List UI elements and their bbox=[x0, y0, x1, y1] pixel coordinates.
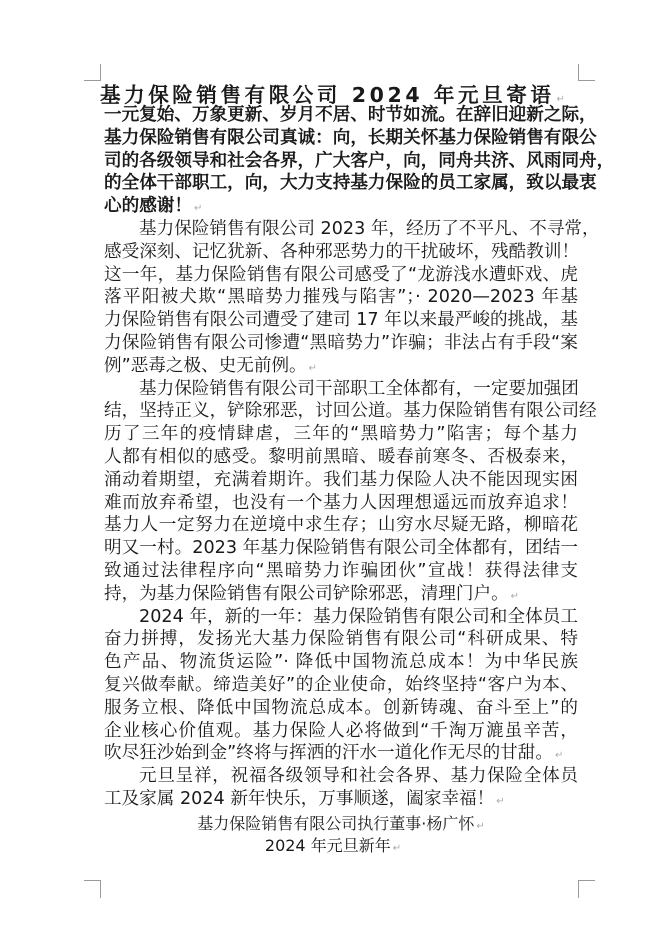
paragraph-blessing bbox=[104, 765, 578, 811]
text-line: 的全体干部职工，向，大力支持基力保险的员工家属，致以最衷 bbox=[104, 173, 597, 194]
text-line: 复兴做奉献。缔造美好”的企业使命，始终坚持“客户为本、 bbox=[104, 674, 578, 695]
crop-mark-top-right bbox=[578, 80, 595, 81]
text-line-content: 心的感谢！ bbox=[104, 196, 192, 217]
text-line: 2024 年，新的一年：基力保险销售有限公司和全体员工 bbox=[139, 606, 578, 627]
crop-mark-top-right bbox=[578, 64, 579, 81]
text-line bbox=[104, 355, 578, 378]
text-line: 致通过法律程序向“黑暗势力诈骗团伙”宣战！获得法律支 bbox=[104, 560, 578, 581]
text-line: 企业核心价值观。基力保险人必将做到“千淘万漉虽辛苦， bbox=[104, 720, 578, 741]
text-line: 力保险销售有限公司惨遭“黑暗势力”诈骗；非法占有手段“案 bbox=[104, 332, 578, 353]
crop-mark-top-left bbox=[100, 64, 101, 81]
text-line: 落平阳被犬欺“黑暗势力摧残与陷害”；· 2020—2023 年基 bbox=[104, 287, 578, 308]
text-line: 结，坚持正义，铲除邪恶，讨回公道。基力保险销售有限公司经 bbox=[104, 401, 597, 422]
text-line-content: 吹尽狂沙始到金”终将与挥洒的汗水一道化作无尽的甘甜。 bbox=[104, 743, 553, 764]
text-line: 基力人一定努力在逆境中求生存；山穷水尽疑无路，柳暗花 bbox=[104, 515, 578, 536]
text-line: 这一年，基力保险销售有限公司感受了“龙游浅水遭虾戏、虎 bbox=[104, 264, 578, 285]
paragraph-greeting bbox=[104, 104, 615, 218]
paragraph-2024 bbox=[104, 606, 578, 766]
text-line bbox=[104, 788, 578, 811]
text-line: 历了三年的疫情肆虐，三年的“黑暗势力”陷害；每个基力 bbox=[104, 424, 578, 445]
paragraph-staff bbox=[104, 378, 597, 606]
text-line: 一元复始、万象更新、岁月不居、时节如流。在辞旧迎新之际， bbox=[104, 105, 597, 125]
crop-mark-bottom-right bbox=[578, 880, 595, 881]
text-line: 色产品、物流货运险”· 降低中国物流总成本！为中华民族 bbox=[104, 652, 578, 673]
text-line: 服务立根、降低中国物流总成本。创新铸魂、奋斗至上”的 bbox=[104, 697, 578, 718]
text-line bbox=[104, 195, 578, 218]
text-line: 基力保险销售有限公司干部职工全体都有，一定要加强团 bbox=[139, 378, 579, 399]
text-line: 基力保险销售有限公司 2023 年，经历了不平凡、不寻常， bbox=[139, 218, 600, 239]
date-line bbox=[96, 835, 570, 860]
paragraph-2023 bbox=[104, 218, 600, 378]
text-line: 明又一村。2023 年基力保险销售有限公司全体都有，团结一 bbox=[104, 538, 578, 559]
text-line: 力保险销售有限公司遭受了建司 17 年以来最严峻的挑战，基 bbox=[104, 310, 578, 331]
date-text: 2024 年元旦新年 bbox=[264, 836, 391, 855]
text-line: 司的各级领导和社会各界，广大客户，向，同舟共济、风雨同舟， bbox=[104, 150, 615, 171]
text-line: 感受深刻、记忆犹新、各种邪恶势力的干扰破坏，残酷教训！ bbox=[104, 241, 580, 262]
text-line-content: 例”恶毒之极、史无前例。 bbox=[104, 355, 307, 376]
text-line bbox=[104, 742, 578, 765]
crop-mark-bottom-left bbox=[100, 880, 101, 898]
crop-mark-top-left bbox=[84, 80, 101, 81]
document-body bbox=[104, 104, 615, 811]
text-line bbox=[104, 583, 578, 606]
signature-text: 基力保险销售有限公司执行董事·杨广怀 bbox=[197, 814, 475, 833]
text-line: 奋力拼搏，发扬光大基力保险销售有限公司“科研成果、特 bbox=[104, 629, 578, 650]
text-line-content: 工及家属 2024 新年快乐，万事顺遂，阖家幸福！ bbox=[104, 788, 495, 809]
title-text: 基力保险销售有限公司 2024 年元旦寄语 bbox=[100, 83, 555, 107]
crop-mark-bottom-left bbox=[84, 880, 101, 881]
text-line: 难而放弃希望，也没有一个基力人因理想遥远而放弃追求！ bbox=[104, 492, 578, 513]
text-line: 元旦呈祥，祝福各级领导和社会各界、基力保险全体员 bbox=[139, 766, 578, 787]
text-line: 涌动着期望，充满着期许。我们基力保险人决不能因现实困 bbox=[104, 469, 578, 490]
crop-mark-bottom-right bbox=[578, 880, 579, 898]
text-line-content: 持，为基力保险销售有限公司铲除邪恶，清理门户。 bbox=[104, 583, 509, 604]
text-line: 人都有相似的感受。黎明前黑暗、暖春前寒冬、否极泰来， bbox=[104, 446, 578, 467]
text-line: 基力保险销售有限公司真诚：向，长期关怀基力保险销售有限公 bbox=[104, 127, 597, 148]
